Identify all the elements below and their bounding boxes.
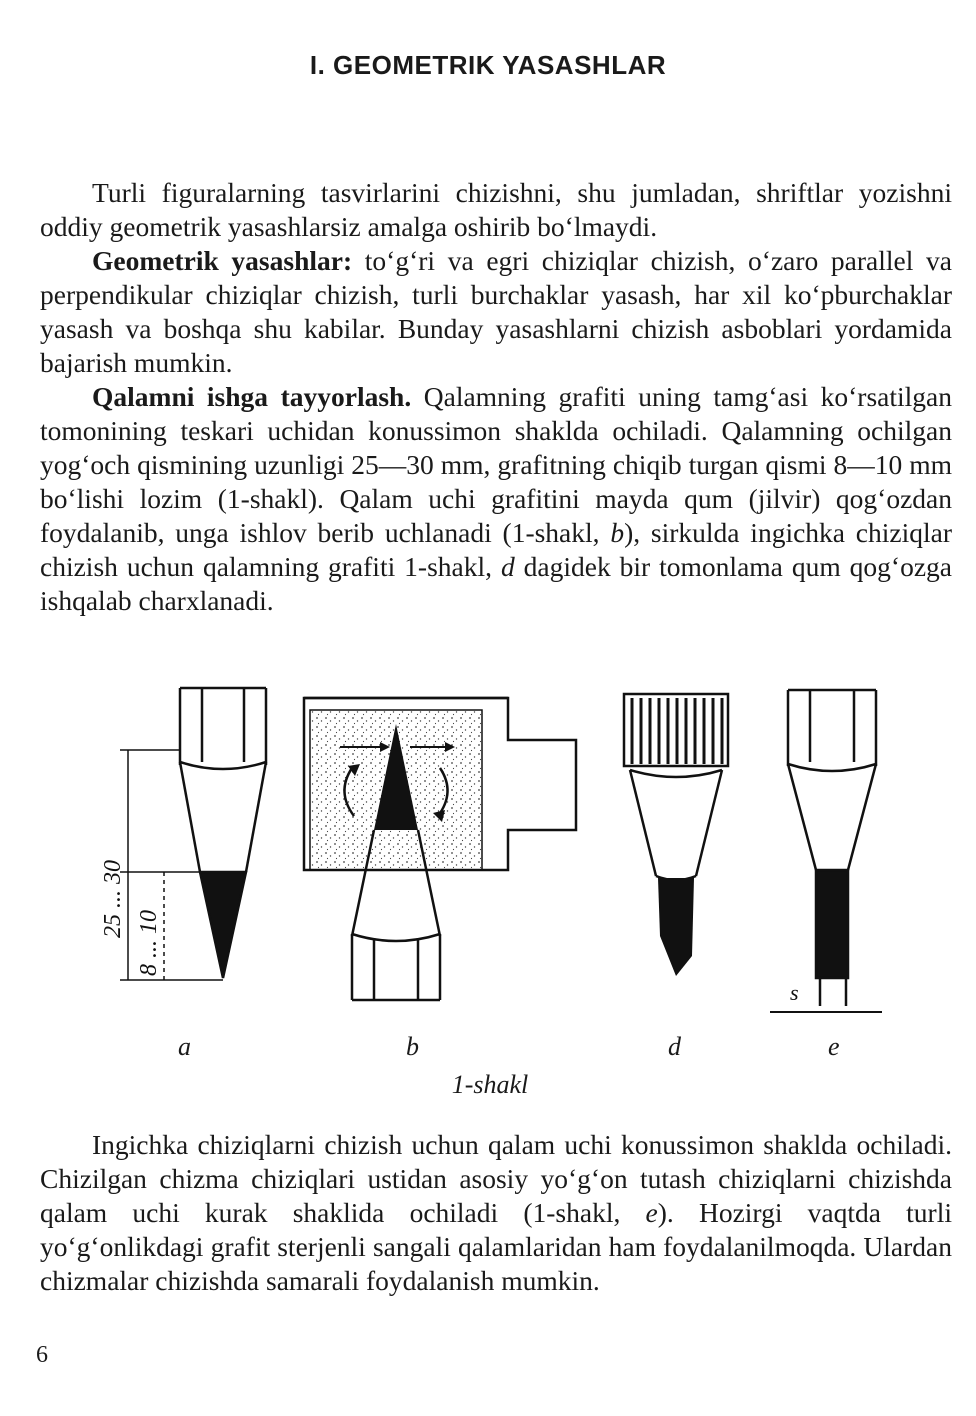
paragraph-4	[40, 1128, 952, 1298]
paragraph-4-text-a: Ingichka chiziqlarni chizish uchun qalam uchi konussimon shaklda ochiladi. Chizilgan chizma chiziqlari ustidan asosiy yo‘g‘on tutash chiziqlarni chizishda qalam uchi kurak shaklida ochiladi (1-shakl,	[40, 1129, 952, 1228]
sandpaper-b	[304, 698, 576, 1000]
dimension-8-10: 8 ... 10	[136, 910, 162, 976]
figure-caption: 1-shakl	[451, 1070, 529, 1099]
intro-text	[40, 176, 952, 618]
paragraph-4-ref-e: e	[645, 1197, 658, 1228]
paragraph-3-text-e: dagidek bir tomonlama qum qog‘ozga ishqalab charxlanadi.	[40, 551, 952, 616]
paragraph-1-text: Turli figuralarning tasvirlarini chizishni, shu jumladan, shriftlar yozishni oddiy geometrik yasashlarsiz amalga oshirib bo‘lmaydi.	[40, 177, 952, 242]
paragraph-4-text-c: ). Hozirgi vaqtda turli yo‘g‘onlikdagi grafit sterjenli sangali qalamlaridan ham foydalanilmoqda. Ulardan chizmalar chizishda samarali foydalanish mumkin.	[40, 1197, 952, 1296]
sublabel-e: e	[828, 1032, 840, 1061]
paragraph-3-ref-b: b	[610, 517, 625, 548]
outro-text	[40, 1128, 952, 1298]
compass-lead-d	[624, 694, 728, 976]
paragraph-3-ref-d: d	[500, 551, 515, 582]
paragraph-3	[40, 380, 952, 618]
paragraph-3-text-c: ), sirkulda ingichka chiziqlar chizish uchun qalamning grafiti 1-shakl,	[40, 517, 952, 582]
pencil-illustration	[90, 680, 890, 1040]
paragraph-2	[40, 244, 952, 380]
paragraph-3-text-a: Qalamning grafiti uning tamg‘asi ko‘rsatilgan tomonining teskari uchidan konussimon shaklda ochiladi. Qalamning ochilgan yog‘och qismining uzunligi 25—30 mm, grafitning chiqib turgan qismi 8—10 mm bo‘lishi lozim (1-shakl). Qalam uchi grafitini mayda qum (jilvir) qog‘ozdan foydalanib, unga ishlov berib uchlanadi (1-shakl,	[40, 381, 952, 548]
paragraph-2-lead: Geometrik yasashlar:	[92, 245, 353, 276]
chisel-lead-e	[770, 690, 882, 1012]
sublabel-d: d	[668, 1032, 681, 1061]
paragraph-3-lead: Qalamni ishga tayyorlash.	[92, 381, 412, 412]
figure-1	[90, 680, 890, 1100]
paragraph-2-text: to‘g‘ri va egri chiziqlar chizish, o‘zaro parallel va perpendikular chiziqlar chizish, turli burchaklar yasash, har xil ko‘pburchaklar yasash va boshqa shu kabilar. Bunday yasashlarni chizish asboblari yordamida bajarish mumkin.	[40, 245, 952, 378]
page-number: 6	[36, 1342, 48, 1368]
sublabel-b: b	[406, 1032, 419, 1061]
dimension-s: s	[790, 980, 799, 1005]
chapter-title: I. GEOMETRIK YASASHLAR	[309, 50, 667, 80]
dimension-25-30: 25 ... 30	[100, 860, 126, 938]
paragraph-1	[40, 176, 952, 244]
sublabel-a: a	[178, 1032, 191, 1061]
